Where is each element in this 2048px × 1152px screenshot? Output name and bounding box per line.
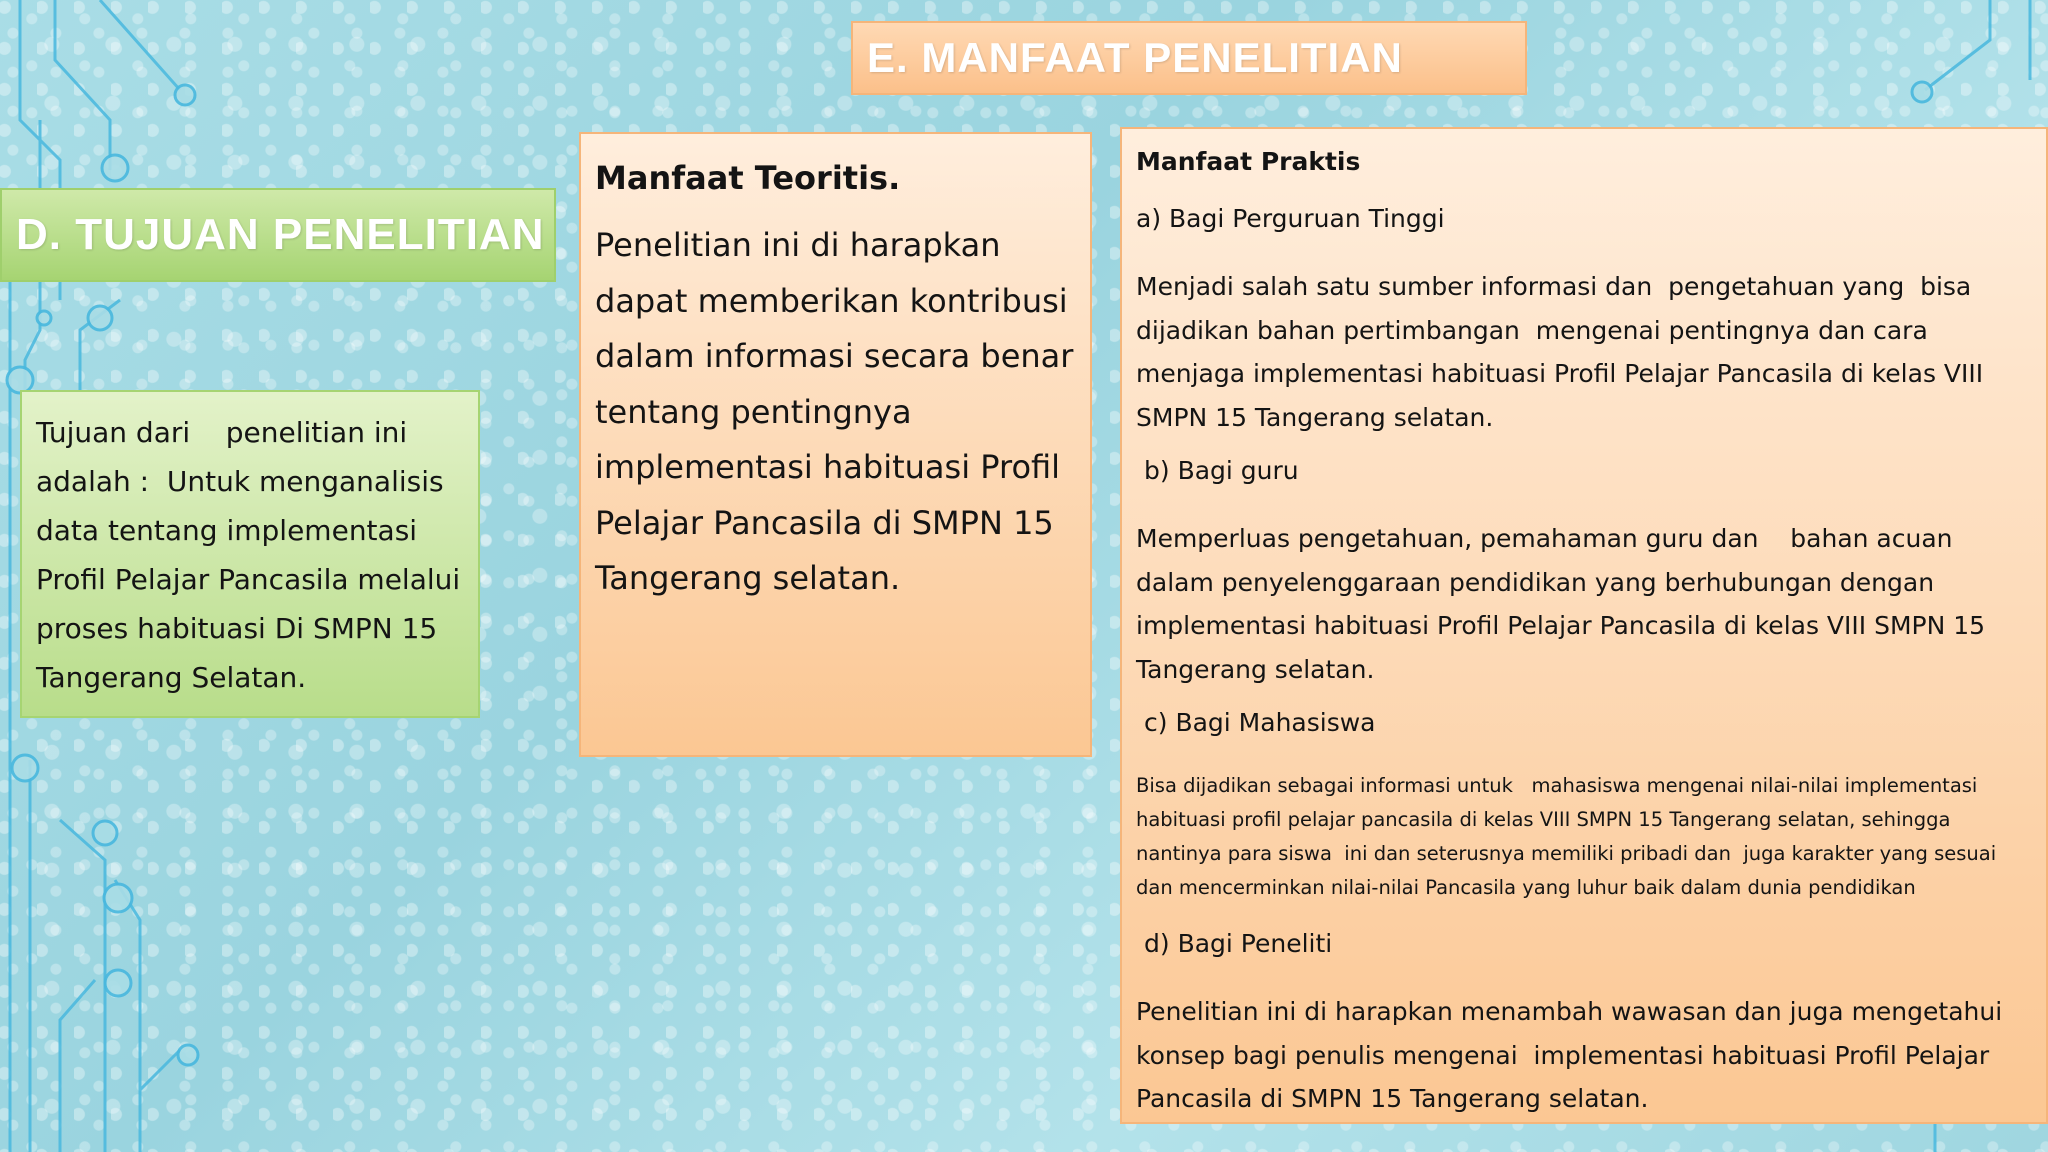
tujuan-penelitian-title: D. TUJUAN PENELITIAN [0,188,556,282]
peneliti-label: d) Bagi Peneliti [1144,929,1333,958]
peneliti-text: Penelitian ini di harapkan menambah wawasan dan juga mengetahui konsep bagi penulis mengenai implementasi habituasi Profil Pelajar Pancasila di SMPN 15 Tangerang selatan. [1136,997,2003,1113]
manfaat-praktis-heading: Manfaat Praktis [1136,147,1361,176]
manfaat-praktis-card [1120,127,2048,1124]
manfaat-teoritis-card [579,132,1092,757]
perguruan-tinggi-text: Menjadi salah satu sumber informasi dan pengetahuan yang bisa dijadikan bahan pertimbangan mengenai pentingnya dan cara menjaga implementasi habituasi Profil Pelajar Pancasila di kelas VIII SMPN 15 Tangerang selatan. [1136,272,1984,432]
manfaat-penelitian-title: E. MANFAAT PENELITIAN [851,21,1527,95]
perguruan-tinggi-label: a) Bagi Perguruan Tinggi [1136,204,1445,233]
mahasiswa-label: c) Bagi Mahasiswa [1144,708,1376,737]
tujuan-card [20,390,480,718]
mahasiswa-text: Bisa dijadikan sebagai informasi untuk mahasiswa mengenai nilai-nilai implementasi habituasi profil pelajar pancasila di kelas VIII SMPN 15 Tangerang selatan, sehingga nantinya para siswa ini dan seterusnya memiliki pribadi dan juga karakter yang sesuai dan mencerminkan nilai-nilai Pancasila yang luhur baik dalam dunia pendidikan [1136,774,1997,899]
manfaat-teoritis-text: Penelitian ini di harapkan dapat memberikan kontribusi dalam informasi secara benar tentang pentingnya implementasi habituasi Profil Pelajar Pancasila di SMPN 15 Tangerang selatan. [595,226,1074,597]
tujuan-text: Tujuan dari penelitian ini adalah : Untuk menganalisis data tentang implementasi Profil Pelajar Pancasila melalui proses habituasi Di SMPN 15 Tangerang Selatan. [36,416,461,694]
guru-label: b) Bagi guru [1144,456,1299,485]
manfaat-teoritis-heading: Manfaat Teoritis. [595,159,901,197]
guru-text: Memperluas pengetahuan, pemahaman guru dan bahan acuan dalam penyelenggaraan pendidikan yang berhubungan dengan implementasi habituasi Profil Pelajar Pancasila di kelas VIII SMPN 15 Tangerang selatan. [1136,524,1986,684]
